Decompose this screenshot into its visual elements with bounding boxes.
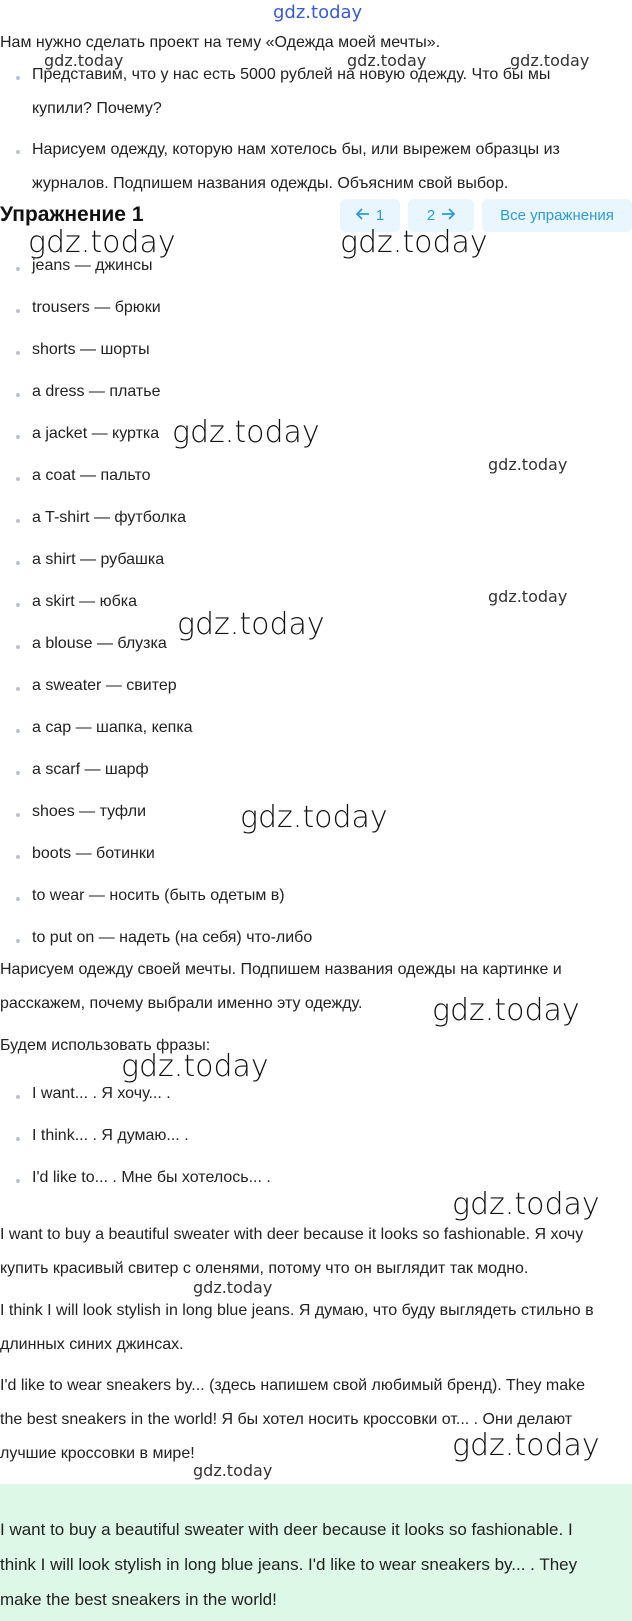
example-text: купить красивый свитер с оленями, потому что он выглядит так модно. (0, 1260, 529, 1277)
vocab-item: shorts — шорты (32, 341, 150, 358)
vocab-item: a cap — шапка, кепка (32, 719, 193, 736)
list-bullet (16, 939, 20, 943)
list-item-continuation: журналов. Подпишем названия одежды. Объясним свой выбор. (32, 175, 509, 192)
watermark: gdz.today (177, 607, 325, 642)
list-bullet (16, 519, 20, 523)
list-bullet (16, 729, 20, 733)
vocab-item: boots — ботинки (32, 845, 155, 862)
arrow-left-icon (356, 207, 370, 224)
list-bullet (16, 687, 20, 691)
intro-text: Нам нужно сделать проект на тему «Одежда моей мечты». (0, 34, 441, 51)
list-bullet (16, 897, 20, 901)
list-bullet (16, 76, 20, 80)
example-text: the best sneakers in the world! Я бы хотел носить кроссовки от... . Они делают (0, 1411, 573, 1428)
list-bullet (16, 813, 20, 817)
vocab-item: a sweater — свитер (32, 677, 177, 694)
example-text: I want to buy a beautiful sweater with deer because it looks so fashionable. Я хочу (0, 1226, 584, 1243)
phrase-item: I'd like to... . Мне бы хотелось... . (32, 1169, 271, 1186)
list-bullet (16, 351, 20, 355)
watermark: gdz.today (488, 455, 568, 474)
watermark: gdz.today (172, 415, 320, 450)
answer-text: I want to buy a beautiful sweater with deer because it looks so fashionable. I (0, 1520, 573, 1539)
vocab-item: a coat — пальто (32, 467, 151, 484)
example-text: I'd like to wear sneakers by... (здесь напишем свой любимый бренд). They make (0, 1377, 586, 1394)
vocab-item: a dress — платье (32, 383, 161, 400)
list-item-continuation: купили? Почему? (32, 100, 162, 117)
watermark: gdz.today (452, 1187, 600, 1222)
vocab-item: trousers — брюки (32, 299, 161, 316)
list-bullet (16, 309, 20, 313)
vocab-item: to put on — надеть (на себя) что-либо (32, 929, 313, 946)
list-bullet (16, 435, 20, 439)
list-bullet (16, 477, 20, 481)
phrases-title: Будем использовать фразы: (0, 1037, 211, 1054)
list-bullet (16, 771, 20, 775)
list-bullet (16, 603, 20, 607)
vocab-item: to wear — носить (быть одетым в) (32, 887, 285, 904)
draw-instruction: Нарисуем одежду своей мечты. Подпишем названия одежды на картинке и (0, 961, 562, 978)
all-exercises-button[interactable]: Все упражнения (482, 199, 632, 232)
list-bullet (16, 150, 20, 154)
watermark: gdz.today (488, 587, 568, 606)
list-bullet (16, 855, 20, 859)
list-bullet (16, 1179, 20, 1183)
watermark: gdz.today (28, 225, 176, 260)
example-text: длинных синих джинсах. (0, 1336, 184, 1353)
answer-text: think I will look stylish in long blue jeans. I'd like to wear sneakers by... . They (0, 1555, 578, 1574)
example-text: I think I will look stylish in long blue jeans. Я думаю, что буду выглядеть стильно в (0, 1302, 594, 1319)
list-bullet (16, 645, 20, 649)
vocab-item: a jacket — куртка (32, 425, 160, 442)
list-bullet (16, 1095, 20, 1099)
watermark: gdz.today (432, 993, 580, 1028)
list-bullet (16, 393, 20, 397)
phrase-item: I want... . Я хочу... . (32, 1085, 171, 1102)
prev-exercise-label: 1 (375, 207, 385, 224)
vocab-item: a shirt — рубашка (32, 551, 165, 568)
vocab-item: jeans — джинсы (32, 257, 153, 274)
watermark: gdz.today (240, 800, 388, 835)
exercise-title: Упражнение 1 (0, 203, 144, 226)
draw-instruction: расскажем, почему выбрали именно эту одежду. (0, 995, 363, 1012)
vocab-item: a scarf — шарф (32, 761, 149, 778)
arrow-right-icon (441, 207, 455, 224)
watermark: gdz.today (193, 1461, 273, 1480)
list-bullet (16, 267, 20, 271)
watermark: gdz.today (121, 1049, 269, 1084)
site-logo-watermark: gdz.today (273, 2, 363, 23)
watermark: gdz.today (340, 225, 488, 260)
vocab-item: a skirt — юбка (32, 593, 137, 610)
list-item: Нарисуем одежду, которую нам хотелось бы, или вырежем образцы из (32, 141, 560, 158)
phrase-item: I think... . Я думаю... . (32, 1127, 189, 1144)
next-exercise-label: 2 (426, 207, 436, 224)
example-text: лучшие кроссовки в мире! (0, 1445, 195, 1462)
vocab-item: a T-shirt — футболка (32, 509, 186, 526)
vocab-item: a blouse — блузка (32, 635, 167, 652)
watermark: gdz.today (510, 51, 590, 70)
vocab-item: shoes — туфли (32, 803, 146, 820)
watermark: gdz.today (347, 51, 427, 70)
list-item: Представим, что у нас есть 5000 рублей на новую одежду. Что бы мы (32, 66, 551, 83)
watermark: gdz.today (44, 51, 124, 70)
list-bullet (16, 1137, 20, 1141)
watermark: gdz.today (452, 1428, 600, 1463)
watermark: gdz.today (193, 1278, 273, 1297)
list-bullet (16, 561, 20, 565)
answer-text: make the best sneakers in the world! (0, 1590, 277, 1609)
